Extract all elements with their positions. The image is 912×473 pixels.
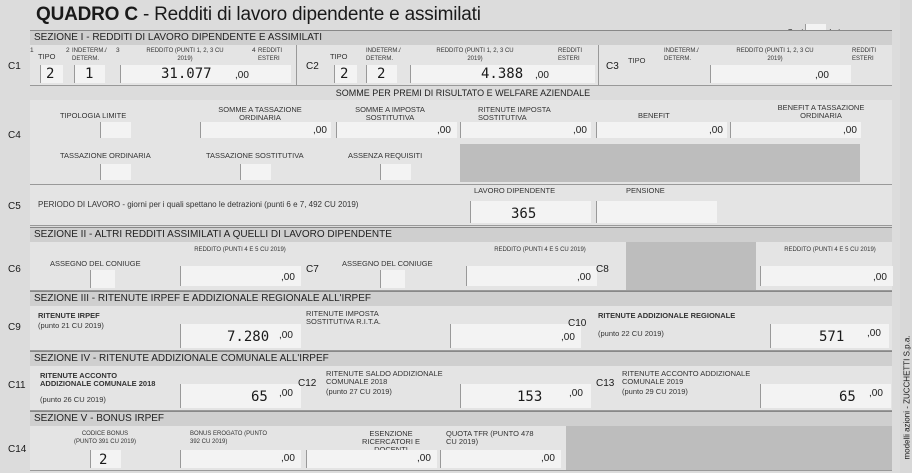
c4-grey-area [460,144,860,182]
c3-reddito-label: REDDITO (PUNTI 1, 2, 3 CU 2019) [736,48,814,62]
row-c11-c13 [8,366,892,411]
c10-label: RITENUTE ADDIZIONALE REGIONALE [598,311,736,320]
c5-pensione-field[interactable] [596,201,717,223]
row-c9-c10 [8,306,892,351]
c4-benefit-field[interactable]: ,00 [596,122,727,138]
c9b-label: RITENUTE IMPOSTA SOSTITUTIVA R.I.T.A. [306,309,381,326]
row-c1-c3: C1 1 TIPO 2 INDETERM./ DETERM. 3 REDDITO (PUNTI 1, 2, 3 CU 2019) 4 REDDITI ESTERI 2 1 31.077 ,00 C2 TIPO INDETERM./ DETERM. REDDITO (PUNTI 1, 2, 3 CU 2019) REDDITI ESTERI 2 2 4.388 ,00 C3 TIPO INDETERM./ DETERM. REDDITO (PUNTI 1, 2, 3 CU 2019) REDDITI ESTERI ,00 [30,45,892,86]
c6-reddito-field[interactable]: ,00 [180,266,301,286]
c1-tipo-field[interactable]: 2 [40,65,63,83]
c8-reddito-field[interactable]: ,00 [760,266,893,286]
c8-code: C8 [596,264,609,275]
c3-code: C3 [606,61,619,72]
c12-field[interactable]: 153 ,00 [460,384,591,408]
c1-tipo-label: TIPO [38,52,56,61]
c2-det-label: INDETERM./ DETERM. [366,48,401,62]
c13-field[interactable]: 65 ,00 [760,384,891,408]
c14-tfr-field[interactable]: ,00 [440,450,561,468]
c8-reddito-label: REDDITO (PUNTI 4 E 5 CU 2019) [784,247,876,253]
c11-field[interactable]: 65 ,00 [180,384,301,408]
c3-tipo-label: TIPO [628,56,646,65]
c2-code: C2 [306,61,319,72]
c4-code: C4 [8,130,21,141]
c9-field[interactable]: 7.280 ,00 [180,324,301,348]
c4-assenza-label: ASSENZA REQUISITI [348,151,423,160]
c11-label: RITENUTE ACCONTO ADDIZIONALE COMUNALE 2018 [40,371,156,388]
c4-benefit-ord-label: BENEFIT A TASSAZIONE ORDINARIA [777,103,865,120]
c11-note: (punto 26 CU 2019) [40,395,106,404]
c2-tipo-label: TIPO [330,52,348,61]
c4-tipologia-label: TIPOLOGIA LIMITE [60,111,127,120]
c4-tipologia-field[interactable] [100,122,131,138]
c3-esteri-label: REDDITI ESTERI [852,48,876,62]
c6-reddito-label: REDDITO (PUNTI 4 E 5 CU 2019) [194,247,286,253]
c5-pensione-label: PENSIONE [626,186,665,195]
c5-code: C5 [8,201,21,212]
section-5-header: SEZIONE V - BONUS IRPEF [30,411,892,427]
c4-assenza-field[interactable] [380,164,411,180]
c4-ritenute-field[interactable]: ,00 [460,122,591,138]
c10-code: C10 [568,318,587,329]
c2-det-field[interactable]: 2 [366,65,397,83]
c4-imp-sost-label: SOMME A IMPOSTA SOSTITUTIVA [355,105,425,122]
c4-tass-ordinaria-label: TASSAZIONE ORDINARIA [60,151,151,160]
c9-label: RITENUTE IRPEF [38,311,100,320]
c6-code: C6 [8,264,21,275]
c12-code: C12 [298,378,317,389]
c4-imp-sost-field[interactable]: ,00 [336,122,457,138]
c10-note: (punto 22 CU 2019) [598,329,664,338]
c10-field[interactable]: 571 ,00 [770,324,889,348]
c8-grey-area [626,242,756,290]
form-title: QUADRO C - Redditi di lavoro dipendente e assimilati [36,4,481,25]
c2-reddito-label: REDDITO (PUNTI 1, 2, 3 CU 2019) [436,48,514,62]
c12-note: (punto 27 CU 2019) [326,387,392,396]
c14-esenzione-label: ESENZIONE RICERCATORI E [361,429,421,446]
c4-tass-ord-field[interactable]: ,00 [200,122,331,138]
c7-assegno-label: ASSEGNO DEL CONIUGE [342,259,433,268]
section-2-header: SEZIONE II - ALTRI REDDITI ASSIMILATI A QUELLI DI LAVORO DIPENDENTE [30,227,892,243]
c11-code: C11 [8,380,26,391]
c14-grey-area [566,426,892,470]
c2-tipo-field[interactable]: 2 [334,65,357,83]
c1-code: C1 [8,61,21,72]
section-1-header: SEZIONE I - REDDITI DI LAVORO DIPENDENTE E ASSIMILATI [30,30,892,46]
c4-ritenute-label: RITENUTE IMPOSTA SOSTITUTIVA [478,105,551,122]
c1-reddito-field[interactable]: 31.077 ,00 [120,65,291,83]
c5-label: PERIODO DI LAVORO - giorni per i quali spettano le detrazioni (punti 6 e 7, 492 CU 2019) [38,200,359,209]
c4-tass-ordinaria-field[interactable] [100,164,131,180]
c5-giorni-field[interactable]: 365 [470,201,591,223]
premi-header: SOMME PER PREMI DI RISULTATO E WELFARE AZIENDALE [335,88,591,98]
row-c6-c8 [8,242,892,291]
c9-code: C9 [8,322,21,333]
c4-tass-ord-label: SOMME A TASSAZIONE ORDINARIA [218,105,302,122]
c2-reddito-field[interactable]: 4.388 ,00 [410,65,595,83]
section-3-header: SEZIONE III - RITENUTE IRPEF E ADDIZIONALE REGIONALE ALL'IRPEF [30,291,892,307]
c13-label: RITENUTE ACCONTO ADDIZIONALE COMUNALE 2019 [622,369,751,386]
c1-det-field[interactable]: 1 [74,65,105,83]
c4-benefit-label: BENEFIT [638,111,670,120]
c3-det-label: INDETERM./ DETERM. [664,48,699,62]
row-c14 [8,426,892,471]
section-4-header: SEZIONE IV - RITENUTE ADDIZIONALE COMUNALE ALL'IRPEF [30,351,892,367]
c6-assegno-label: ASSEGNO DEL CONIUGE [50,259,141,268]
c9b-field[interactable]: ,00 [450,324,581,348]
c7-reddito-label: REDDITO (PUNTI 4 E 5 CU 2019) [494,247,586,253]
c14-codice-label: CODICE BONUS (PUNTO 391 CU 2019) [74,431,136,445]
row-c4 [8,100,892,185]
c14-bonus-label: BONUS EROGATO (PUNTO 392 CU 2019) [190,431,268,445]
row-c5 [8,185,892,226]
c13-note: (punto 29 CU 2019) [622,387,688,396]
c7-code: C7 [306,264,319,275]
c4-benefit-ord-field[interactable]: ,00 [730,122,861,138]
c7-assegno-field[interactable] [380,270,405,288]
c14-codice-field[interactable]: 2 [90,450,121,468]
side-imprint: modelli azioni - ZUCCHETTI S.p.a. [902,335,912,460]
c9-note: (punto 21 CU 2019) [38,321,104,330]
c3-reddito-field[interactable]: ,00 [710,65,851,83]
c1-reddito-label: REDDITO (PUNTI 1, 2, 3 CU 2019) [146,48,224,62]
c14-tfr-label: QUOTA TFR (PUNTO 478 CU 2019) [446,429,534,446]
c14-esenzione-field[interactable]: ,00 [306,450,437,468]
c13-code: C13 [596,378,615,389]
c2-esteri-label: REDDITI ESTERI [558,48,582,62]
c4-tass-sostitutiva-field[interactable] [240,164,271,180]
c14-bonus-field[interactable]: ,00 [180,450,301,468]
c6-assegno-field[interactable] [90,270,115,288]
c12-label: RITENUTE SALDO ADDIZIONALE COMUNALE 2018 [326,369,443,386]
c1-det-label: INDETERM./ DETERM. [72,48,107,62]
c1-esteri-label: REDDITI ESTERI [258,48,282,62]
c5-lavoro-dip-label: LAVORO DIPENDENTE [474,186,556,195]
c7-reddito-field[interactable]: ,00 [466,266,597,286]
c4-tass-sostitutiva-label: TASSAZIONE SOSTITUTIVA [206,151,304,160]
c14-code: C14 [8,444,27,455]
